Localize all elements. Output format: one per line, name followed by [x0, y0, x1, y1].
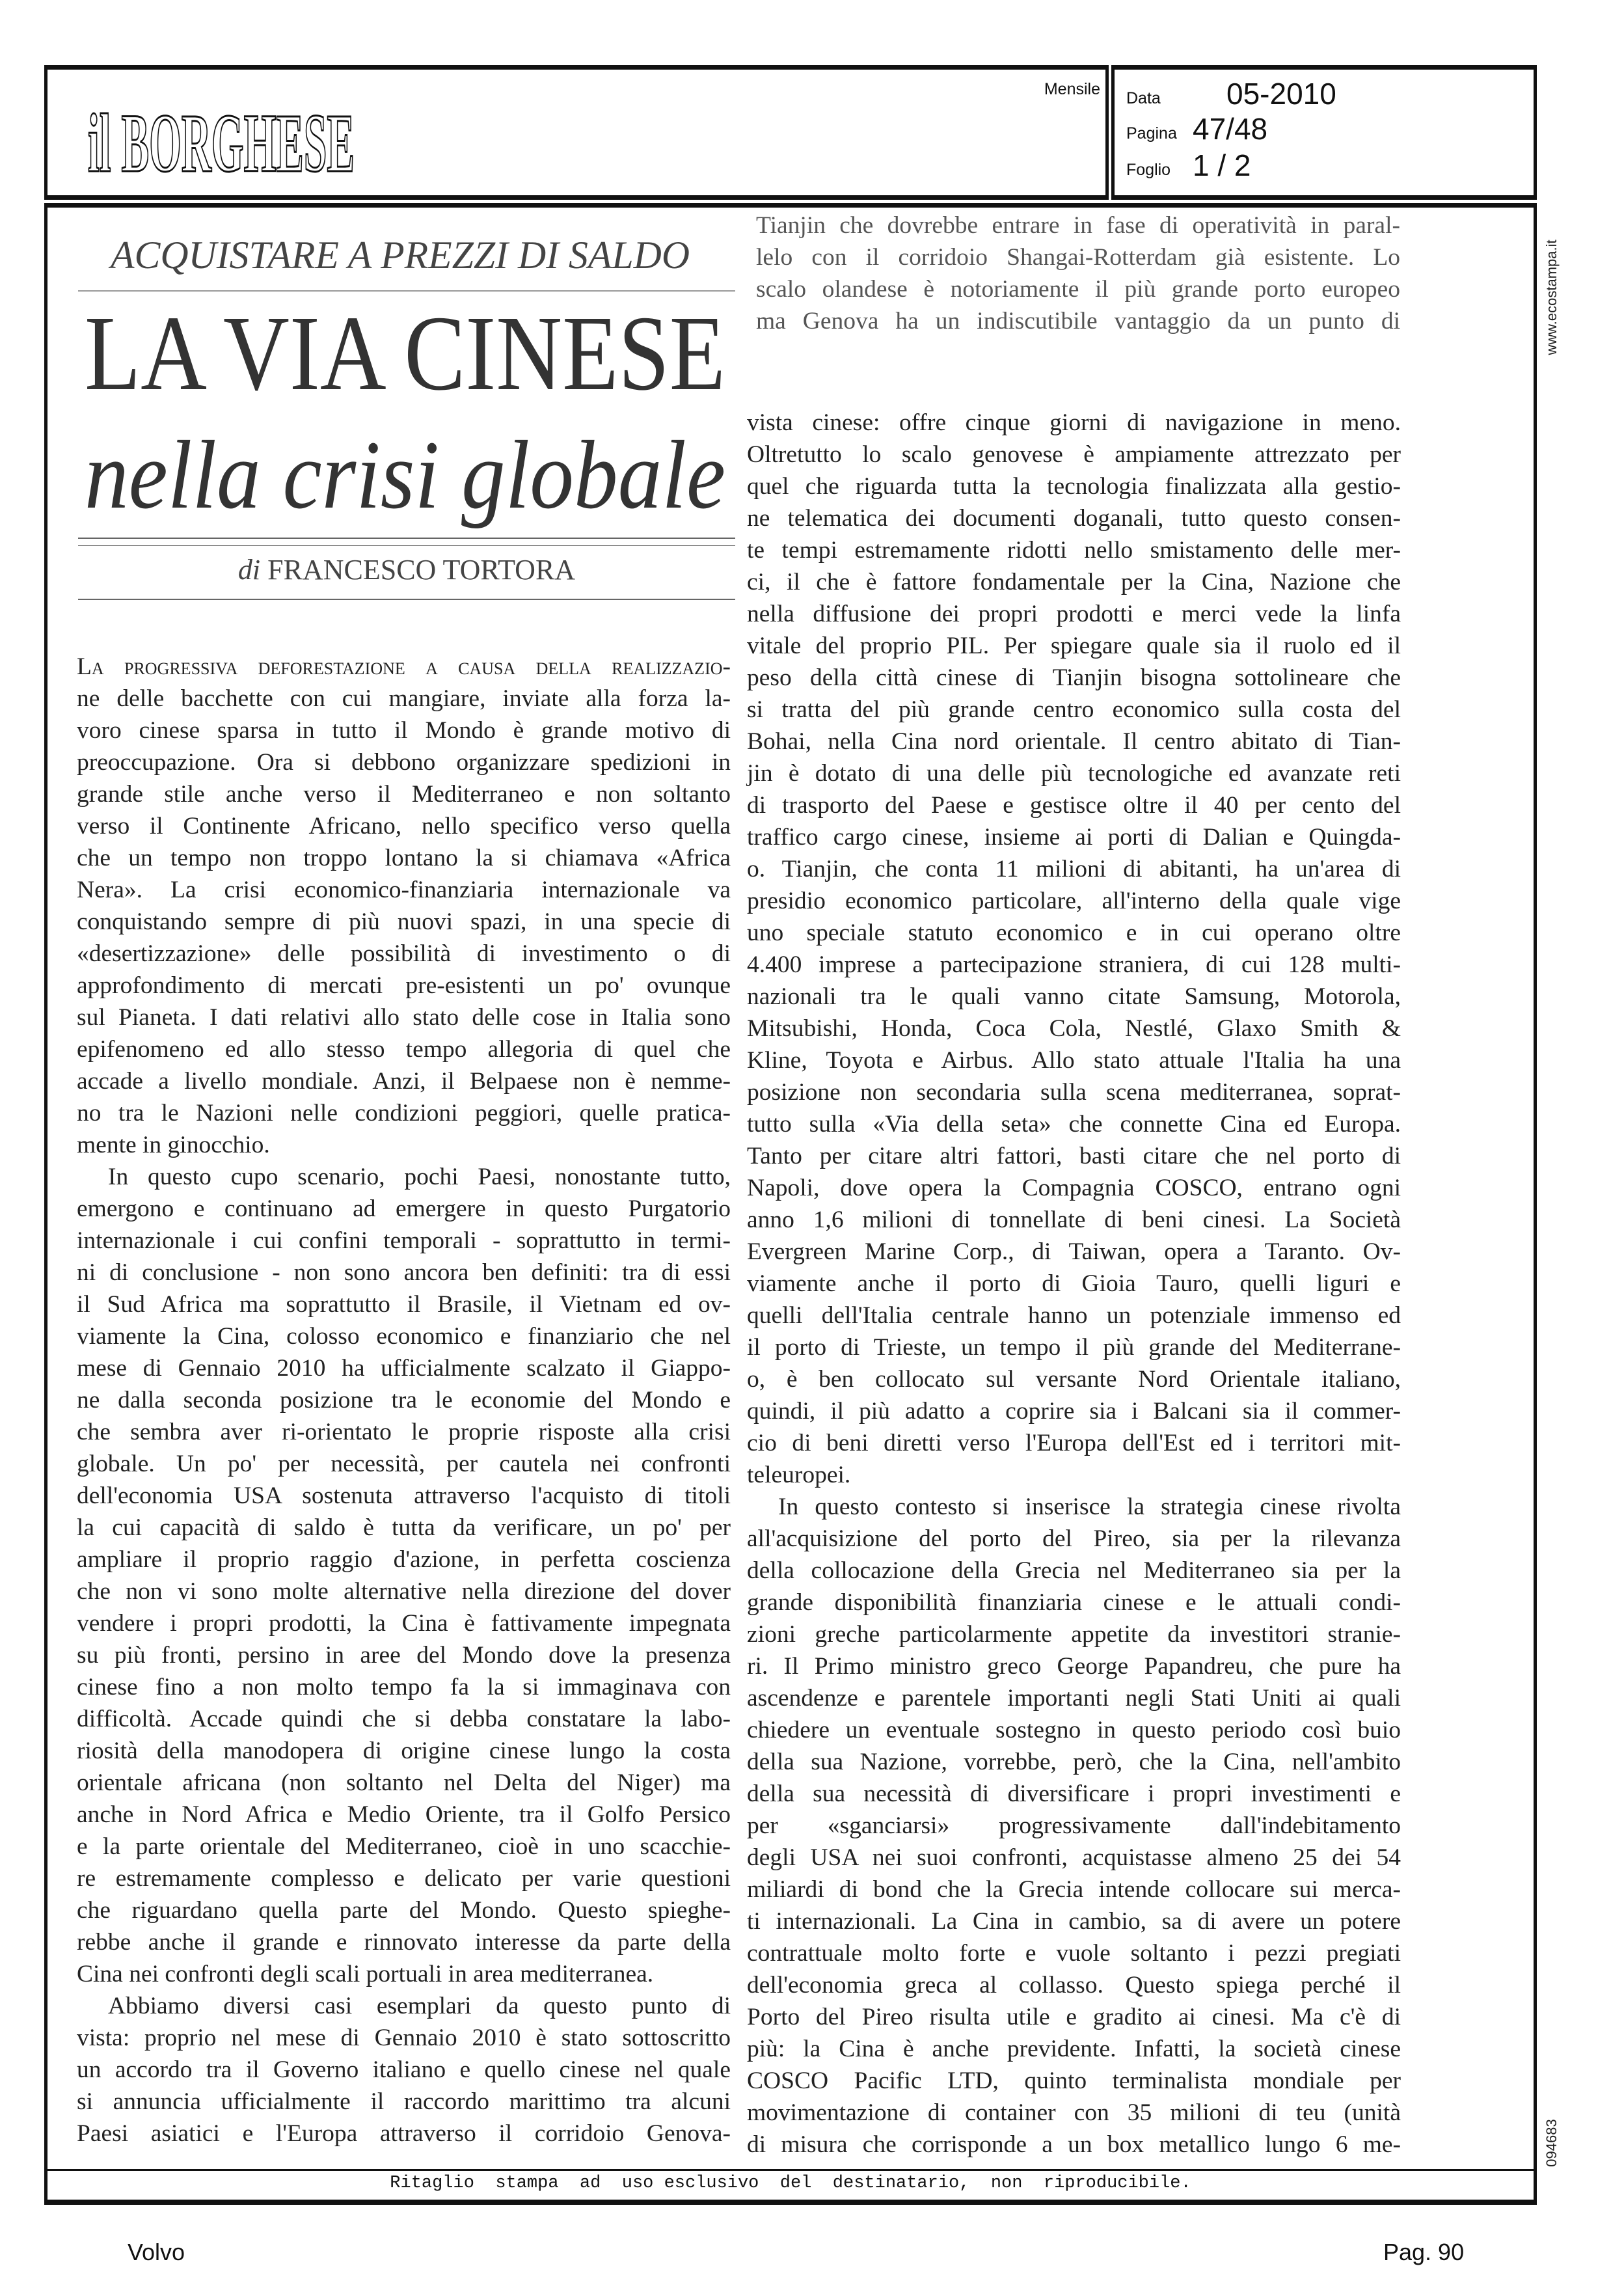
logo-text: il BORGHESE [88, 97, 355, 189]
text-line: ci, il che è fattore fondamentale per la Cina, Nazione che [747, 569, 1401, 595]
text-line: ma Genova ha un indiscutibile vantaggio da un punto di [756, 308, 1400, 334]
right-column-top [756, 210, 1400, 337]
text-line: Napoli, dove opera la Compagnia COSCO, entrano ogni [747, 1175, 1401, 1201]
byline-author: FRANCESCO TORTORA [267, 554, 576, 586]
text-line: presidio economico particolare, all'interno della quale vige [747, 888, 1401, 914]
text-line: teleuropei. [747, 1462, 851, 1488]
text-line: In questo contesto si inserisce la strategia cinese rivolta [778, 1494, 1401, 1520]
text-line: no tra le Nazioni nelle condizioni peggiori, quelle pratica- [77, 1100, 731, 1126]
text-line: o. Tianjin, che conta 11 milioni di abitanti, ha un'area di [747, 856, 1401, 882]
text-line: ti internazionali. La Cina in cambio, sa di avere un potere [747, 1908, 1401, 1935]
article-kicker: ACQUISTARE A PREZZI DI SALDO [108, 234, 690, 277]
text-line: la cui capacità di saldo è tutta da verificare, un po' per [77, 1514, 731, 1541]
text-line: Paesi asiatici e l'Europa attraverso il corridoio Genova- [77, 2120, 731, 2147]
text-line: Bohai, nella Cina nord orientale. Il centro abitato di Tian- [747, 728, 1401, 755]
kicker-rule [78, 290, 735, 292]
text-line: Abbiamo diversi casi esemplari da questo punto di [108, 1993, 731, 2019]
article-title: LA VIA CINESE [85, 293, 725, 413]
text-line: si annuncia ufficialmente il raccordo marittimo tra alcuni [77, 2088, 731, 2115]
text-line: internazionale i cui confini temporali - soprattutto in termi- [77, 1227, 731, 1254]
text-line: voro cinese sparsa in tutto il Mondo è grande motivo di [77, 717, 731, 744]
page-label: Pagina [1126, 124, 1177, 143]
text-line: si tratta del più grande centro economico sulla costa del [747, 696, 1401, 723]
text-line: vendere i propri prodotti, la Cina è fattivamente impegnata [77, 1610, 731, 1637]
byline-prefix: di [237, 554, 261, 586]
text-line: viamente anche il porto di Gioia Tauro, quelli liguri e [747, 1270, 1401, 1297]
text-line: «desertizzazione» delle possibilità di investimento o di [77, 940, 731, 967]
byline-bottom-rule [78, 599, 735, 600]
text-line: re estremamente complesso e delicato per varie questioni [77, 1865, 731, 1892]
text-line: della sua Nazione, vorrebbe, però, che la Cina, nell'ambito [747, 1749, 1401, 1775]
text-line: tutto sulla «Via della seta» che connette Cina ed Europa. [747, 1111, 1401, 1138]
text-line: Kline, Toyota e Airbus. Allo stato attuale l'Italia ha una [747, 1047, 1401, 1074]
client-name: Volvo [128, 2239, 185, 2265]
text-line: te tempi estremamente ridotti nello smistamento delle mer- [747, 537, 1401, 564]
text-line: ne dalla seconda posizione tra le economie del Mondo e [77, 1387, 731, 1413]
text-line: zioni greche particolarmente appetite da investitori stranie- [747, 1621, 1401, 1648]
text-line: difficoltà. Accade quindi che si debba constatare la labo- [77, 1706, 731, 1732]
text-line: di misura che corrisponde a un box metallico lungo 6 me- [747, 2131, 1401, 2158]
text-line: accade a livello mondiale. Anzi, il Belpaese non è nemme- [77, 1068, 731, 1095]
sheet-value: 1 / 2 [1193, 148, 1251, 182]
text-line: movimentazione di container con 35 milioni di teu (unità [747, 2099, 1401, 2126]
text-line: ascendenze e parentele importanti negli Stati Uniti ai quali [747, 1685, 1401, 1712]
text-line: lelo con il corridoio Shangai-Rotterdam già esistente. Lo [756, 244, 1400, 271]
text-line: emergono e continuano ad emergere in questo Purgatorio [77, 1195, 731, 1222]
text-line: cio di beni diretti verso l'Europa dell'Est ed i territori mit- [747, 1430, 1401, 1456]
text-line: ne telematica dei documenti doganali, tutto questo consen- [747, 505, 1401, 532]
text-line: chiedere un eventuale sostegno in questo periodo così buio [747, 1717, 1401, 1743]
text-line: quel che riguarda tutta la tecnologia finalizzata alla gestio- [747, 473, 1401, 500]
text-line: che un tempo non troppo lontano la si chiamava «Africa [77, 845, 731, 871]
text-line: che non vi sono molte alternative nella direzione del dover [77, 1578, 731, 1605]
text-line: di trasporto del Paese e gestisce oltre il 40 per cento del [747, 792, 1401, 819]
text-line: vitale del proprio PIL. Per spiegare quale sia il ruolo ed il [747, 633, 1401, 659]
text-line: ampliare il proprio raggio d'azione, in perfetta coscienza [77, 1546, 731, 1573]
text-line: Tianjin che dovrebbe entrare in fase di operatività in paral- [756, 212, 1400, 239]
text-line: Oltretutto lo scalo genovese è ampiamente attrezzato per [747, 441, 1401, 468]
text-line: posizione non secondaria sulla scena mediterranea, soprat- [747, 1079, 1401, 1106]
text-line: riosità della manodopera di origine cinese lungo la costa [77, 1738, 731, 1764]
text-line: degli USA nei suoi confronti, acquistasse almeno 25 dei 54 [747, 1844, 1401, 1871]
masthead-box [44, 65, 1109, 200]
text-line: ri. Il Primo ministro greco George Papandreu, che pure ha [747, 1653, 1401, 1680]
text-line: anche in Nord Africa e Medio Oriente, tra il Golfo Persico [77, 1801, 731, 1828]
text-line: ne delle bacchette con cui mangiare, inviate alla forza la- [77, 685, 731, 712]
text-line: il porto di Trieste, un tempo il più grande del Mediterrane- [747, 1334, 1401, 1361]
text-line: La progressiva deforestazione a causa della realizzazio- [77, 653, 731, 680]
text-line: ni di conclusione - non sono ancora ben definiti: tra di essi [77, 1259, 731, 1286]
text-line: sul Pianeta. I dati relativi allo stato delle cose in Italia sono [77, 1004, 731, 1031]
text-line: vista cinese: offre cinque giorni di navigazione in meno. [747, 409, 1401, 436]
text-line: della collocazione della Grecia nel Mediterraneo sia per la [747, 1557, 1401, 1584]
text-line: Tanto per citare altri fattori, basti citare che nel porto di [747, 1143, 1401, 1169]
text-line: contrattuale molto forte e vuole soltanto i pezzi pregiati [747, 1940, 1401, 1967]
byline-top-rule-thin [78, 545, 735, 546]
byline-top-rule [78, 538, 735, 539]
text-line: mente in ginocchio. [77, 1132, 270, 1158]
date-value: 05-2010 [1226, 77, 1336, 111]
text-line: mese di Gennaio 2010 ha ufficialmente scalzato il Giappo- [77, 1355, 731, 1382]
text-line: cinese fino a non molto tempo fa la si immaginava con [77, 1674, 731, 1700]
text-line: rebbe anche il grande e rinnovato interesse da parte della [77, 1929, 731, 1956]
sheet-label: Foglio [1126, 161, 1171, 179]
text-line: Porto del Pireo risulta utile e gradito ai cinesi. Ma c'è di [747, 2004, 1401, 2030]
right-column [747, 407, 1401, 2161]
text-line: grande disponibilità finanziaria cinese e le attuali condi- [747, 1589, 1401, 1616]
copyright-notice: Ritaglio stampa ad uso esclusivo del destinatario, non riproducibile. [390, 2174, 1191, 2193]
metadata-box [1111, 65, 1537, 200]
text-line: orientale africana (non soltanto nel Delta del Niger) ma [77, 1769, 731, 1796]
text-line: della sua necessità di diversificare i propri investimenti e [747, 1781, 1401, 1807]
website-label: www.ecostampa.it [1543, 239, 1560, 355]
text-line: che riguardano quella parte del Mondo. Questo spieghe- [77, 1897, 731, 1924]
text-line: nazionali tra le quali vanno citate Samsung, Motorola, [747, 983, 1401, 1010]
text-line: peso della città cinese di Tianjin bisogna sottolineare che [747, 664, 1401, 691]
text-line: globale. Un po' per necessità, per cautela nei confronti [77, 1451, 731, 1477]
newspaper-logo [88, 97, 361, 189]
text-line: su più fronti, persino in aree del Mondo dove la presenza [77, 1642, 731, 1669]
text-line: quindi, il più adatto a coprire sia i Balcani sia il commer- [747, 1398, 1401, 1425]
text-line: dell'economia greca al collasso. Questo spiega perché il [747, 1972, 1401, 1999]
text-line: all'acquisizione del porto del Pireo, sia per la rilevanza [747, 1525, 1401, 1552]
text-line: che sembra aver ri-orientato le proprie risposte alla crisi [77, 1419, 731, 1445]
page-number: Pag. 90 [1383, 2239, 1465, 2265]
text-line: Nera». La crisi economico-finanziaria internazionale va [77, 877, 731, 903]
text-line: quelli dell'Italia centrale hanno un potenziale immenso ed [747, 1302, 1401, 1329]
text-line: o, è ben collocato sul versante Nord Orientale italiano, [747, 1366, 1401, 1393]
byline [78, 553, 735, 586]
left-column [77, 651, 731, 2149]
text-line: Mitsubishi, Honda, Coca Cola, Nestlé, Glaxo Smith & [747, 1015, 1401, 1042]
page-value: 47/48 [1193, 112, 1268, 146]
article-subtitle: nella crisi globale [85, 421, 725, 529]
text-line: il Sud Africa ma soprattutto il Brasile, il Vietnam ed ov- [77, 1291, 731, 1318]
text-line: per «sganciarsi» progressivamente dall'indebitamento [747, 1812, 1401, 1839]
text-line: uno speciale statuto economico e in cui operano oltre [747, 920, 1401, 946]
text-line: Cina nei confronti degli scali portuali in area mediterranea. [77, 1961, 654, 1987]
text-line: conquistando sempre di più nuovi spazi, in una specie di [77, 908, 731, 935]
archive-code: 094683 [1543, 2119, 1560, 2167]
text-line: più: la Cina è anche previdente. Infatti, la società cinese [747, 2036, 1401, 2062]
text-line: epifenomeno ed allo stesso tempo allegoria di quel che [77, 1036, 731, 1063]
text-line: traffico cargo cinese, insieme ai porti di Dalian e Quingda- [747, 824, 1401, 851]
text-line: grande stile anche verso il Mediterraneo e non soltanto [77, 781, 731, 808]
text-line: 4.400 imprese a partecipazione straniera, di cui 128 multi- [747, 951, 1401, 978]
text-line: verso il Continente Africano, nello specifico verso quella [77, 813, 731, 839]
text-line: anno 1,6 milioni di tonnellate di beni cinesi. La Società [747, 1207, 1401, 1233]
text-line: jin è dotato di una delle più tecnologiche ed avanzate reti [747, 760, 1401, 787]
frequency-label: Mensile [1044, 80, 1100, 98]
text-line: nella diffusione dei propri prodotti e merci vede la linfa [747, 601, 1401, 627]
footer-rule [44, 2169, 1537, 2171]
text-line: miliardi di bond che la Grecia intende collocare sui merca- [747, 1876, 1401, 1903]
text-line: e la parte orientale del Mediterraneo, cioè in uno scacchie- [77, 1833, 731, 1860]
text-line: viamente la Cina, colosso economico e finanziario che nel [77, 1323, 731, 1350]
text-line: scalo olandese è notoriamente il più grande porto europeo [756, 276, 1400, 303]
text-line: un accordo tra il Governo italiano e quello cinese nel quale [77, 2056, 731, 2083]
text-line: approfondimento di mercati pre-esistenti un po' ovunque [77, 972, 731, 999]
text-line: dell'economia USA sostenuta attraverso l'acquisto di titoli [77, 1482, 731, 1509]
text-line: Evergreen Marine Corp., di Taiwan, opera a Taranto. Ov- [747, 1238, 1401, 1265]
date-label: Data [1126, 89, 1161, 107]
text-line: COSCO Pacific LTD, quinto terminalista mondiale per [747, 2067, 1401, 2094]
text-line: In questo cupo scenario, pochi Paesi, nonostante tutto, [108, 1164, 731, 1190]
text-line: preoccupazione. Ora si debbono organizzare spedizioni in [77, 749, 731, 776]
text-line: vista: proprio nel mese di Gennaio 2010 è stato sottoscritto [77, 2025, 731, 2051]
